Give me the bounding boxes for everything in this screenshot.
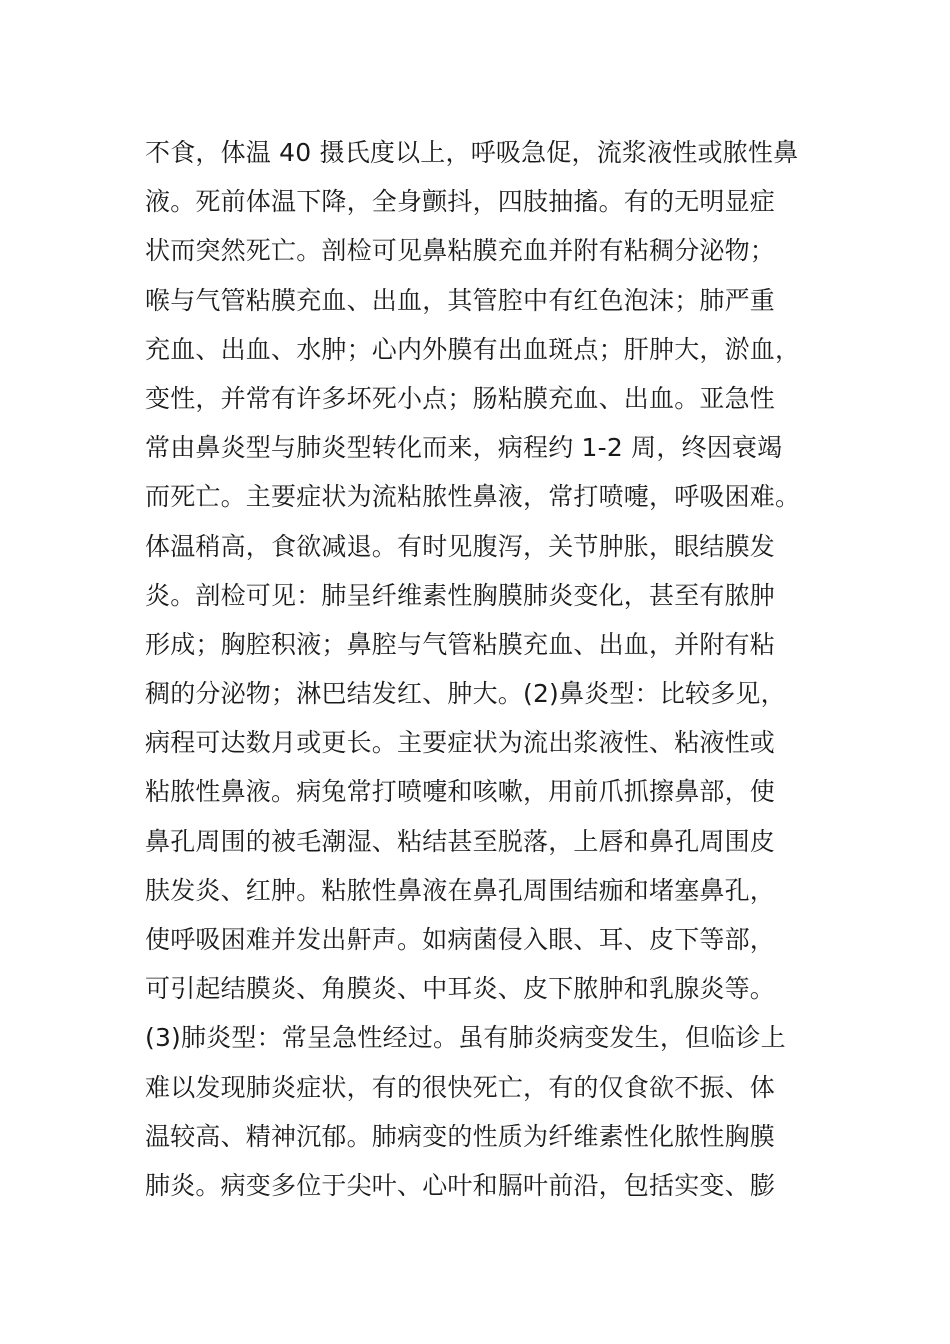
text-line-15: 鼻孔周围的被毛潮湿、粘结甚至脱落，上唇和鼻孔周围皮: [145, 826, 776, 856]
text-line-22: 肺炎。病变多位于尖叶、心叶和膈叶前沿，包括实变、膨: [145, 1170, 776, 1200]
text-line-6: 变性，并常有许多坏死小点；肠粘膜充血、出血。亚急性: [145, 383, 776, 413]
body-text: [145, 128, 825, 1210]
text-line-12: 稠的分泌物；淋巴结发红、肿大。(2)鼻炎型：比较多见，: [145, 679, 786, 709]
text-line-13: 病程可达数月或更长。主要症状为流出浆液性、粘液性或: [145, 728, 776, 758]
text-line-3: 状而突然死亡。剖检可见鼻粘膜充血并附有粘稠分泌物；: [145, 236, 776, 266]
text-line-19: (3)肺炎型：常呈急性经过。虽有肺炎病变发生，但临诊上: [145, 1023, 786, 1053]
text-line-1: 不食，体温 40 摄氏度以上，呼吸急促，流浆液性或脓性鼻: [145, 138, 799, 167]
text-line-17: 使呼吸困难并发出鼾声。如病菌侵入眼、耳、皮下等部，: [145, 925, 776, 954]
text-line-21: 温较高、精神沉郁。肺病变的性质为纤维素性化脓性胸膜: [145, 1121, 776, 1151]
text-line-2: 液。死前体温下降，全身颤抖，四肢抽搐。有的无明显症: [145, 187, 776, 217]
text-line-16: 肤发炎、红肿。粘脓性鼻液在鼻孔周围结痂和堵塞鼻孔，: [145, 875, 776, 905]
text-line-8: 而死亡。主要症状为流粘脓性鼻液，常打喷嚏，呼吸困难。: [145, 482, 801, 512]
text-line-11: 形成；胸腔积液；鼻腔与气管粘膜充血、出血，并附有粘: [145, 629, 776, 659]
text-line-10: 炎。剖检可见：肺呈纤维素性胸膜肺炎变化，甚至有脓肿: [145, 580, 776, 610]
text-line-14: 粘脓性鼻液。病兔常打喷嚏和咳嗽，用前爪抓擦鼻部，使: [145, 777, 776, 807]
text-line-9: 体温稍高，食欲减退。有时见腹泻，关节肿胀，眼结膜发: [145, 531, 776, 561]
text-line-20: 难以发现肺炎症状，有的很快死亡，有的仅食欲不振、体: [145, 1072, 776, 1102]
text-line-18: 可引起结膜炎、角膜炎、中耳炎、皮下脓肿和乳腺炎等。: [145, 974, 776, 1004]
text-line-4: 喉与气管粘膜充血、出血，其管腔中有红色泡沫；肺严重: [145, 285, 776, 315]
text-line-7: 常由鼻炎型与肺炎型转化而来，病程约 1-2 周，终因衰竭: [145, 433, 783, 463]
text-line-5: 充血、出血、水肿；心内外膜有出血斑点；肝肿大，淤血，: [145, 334, 801, 364]
